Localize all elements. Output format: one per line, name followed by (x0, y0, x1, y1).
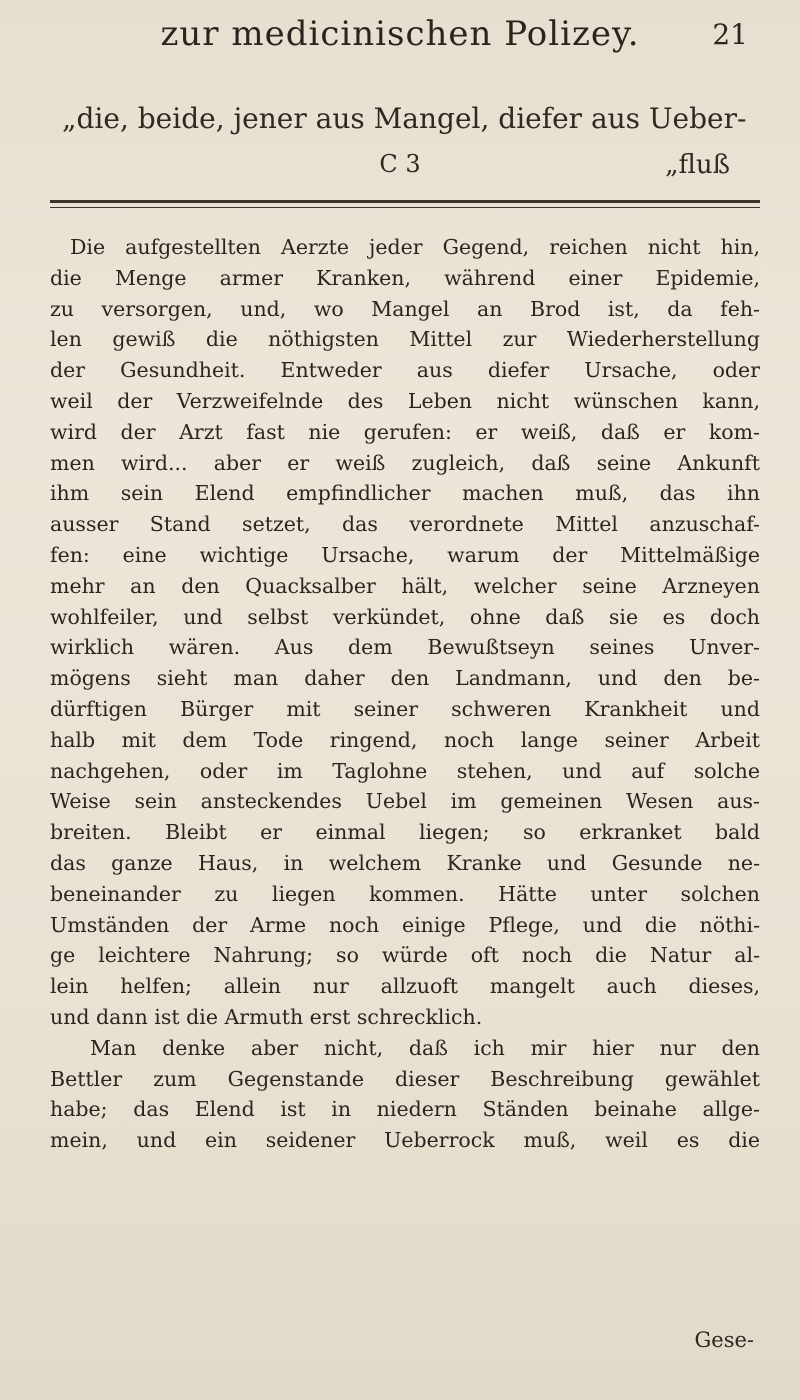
page-number: 21 (712, 18, 748, 51)
text-line: mein, und ein seidener Ueberrock muß, weil es die (50, 1128, 760, 1153)
text-line: mehr an den Quacksalber hält, welcher seine Arzneyen (50, 573, 760, 598)
text-line: das ganze Haus, in welchem Kranke und Gesunde ne- (50, 850, 760, 875)
text-line: die Menge armer Kranken, während einer Epidemie, (50, 265, 760, 290)
text-line: ausser Stand setzet, das verordnete Mittel anzuschaf- (50, 512, 760, 537)
text-line: breiten. Bleibt er einmal liegen; so erkranket bald (50, 820, 760, 845)
body-text (50, 232, 760, 1156)
catchword-top: „fluß (665, 150, 730, 180)
text-line: Umständen der Arme noch einige Pflege, und die nöthi- (50, 912, 760, 937)
text-line: wirklich wären. Aus dem Bewußtseyn seines Unver- (50, 635, 760, 660)
text-line: ihm sein Elend empfindlicher machen muß, das ihn (50, 481, 760, 506)
text-line: wird der Arzt fast nie gerufen: er weiß, daß er kom- (50, 419, 760, 444)
text-line: lein helfen; allein nur allzuoft mangelt auch dieses, (50, 974, 760, 999)
text-line: halb mit dem Tode ringend, noch lange seiner Arbeit (50, 727, 760, 752)
text-line: Bettler zum Gegenstande dieser Beschreibung gewählet (50, 1066, 760, 1091)
text-line: der Gesundheit. Entweder aus diefer Ursache, oder (50, 358, 760, 383)
text-line: fen: eine wichtige Ursache, warum der Mittelmäßige (50, 542, 760, 567)
text-line: beneinander zu liegen kommen. Hätte unter solchen (50, 881, 760, 906)
separator-rule-thin (50, 207, 760, 208)
text-line: habe; das Elend ist in niedern Ständen beinahe allge- (50, 1097, 760, 1122)
text-line: Weise sein ansteckendes Uebel im gemeinen Wesen aus- (50, 789, 760, 814)
signature-mark: C 3 (379, 150, 421, 178)
separator-rule-thick (50, 200, 760, 203)
text-line: dürftigen Bürger mit seiner schweren Krankheit und (50, 696, 760, 721)
text-line: zu versorgen, und, wo Mangel an Brod ist, da feh- (50, 296, 760, 321)
text-line: wohlfeiler, und selbst verkündet, ohne daß sie es doch (50, 604, 760, 629)
text-line: weil der Verzweifelnde des Leben nicht wünschen kann, (50, 388, 760, 413)
text-line: men wird... aber er weiß zugleich, daß seine Ankunft (50, 450, 760, 475)
text-line: Man denke aber nicht, daß ich mir hier nur den (90, 1035, 760, 1060)
text-line: und dann ist die Armuth erst schrecklich. (50, 1004, 483, 1029)
text-line: Die aufgestellten Aerzte jeder Gegend, reichen nicht hin, (70, 235, 760, 259)
text-line: nachgehen, oder im Taglohne stehen, und auf solche (50, 758, 760, 783)
text-line: mögens sieht man daher den Landmann, und den be- (50, 666, 760, 691)
catchword-bottom: Gese- (694, 1328, 754, 1352)
footnote-continuation: „die, beide, jener aus Mangel, diefer aus Ueber- (62, 102, 747, 135)
text-line: len gewiß die nöthigsten Mittel zur Wiederherstellung (50, 327, 760, 352)
text-line: ge leichtere Nahrung; so würde oft noch die Natur al- (50, 943, 760, 968)
running-head: zur medicinischen Polizey. (160, 14, 640, 54)
